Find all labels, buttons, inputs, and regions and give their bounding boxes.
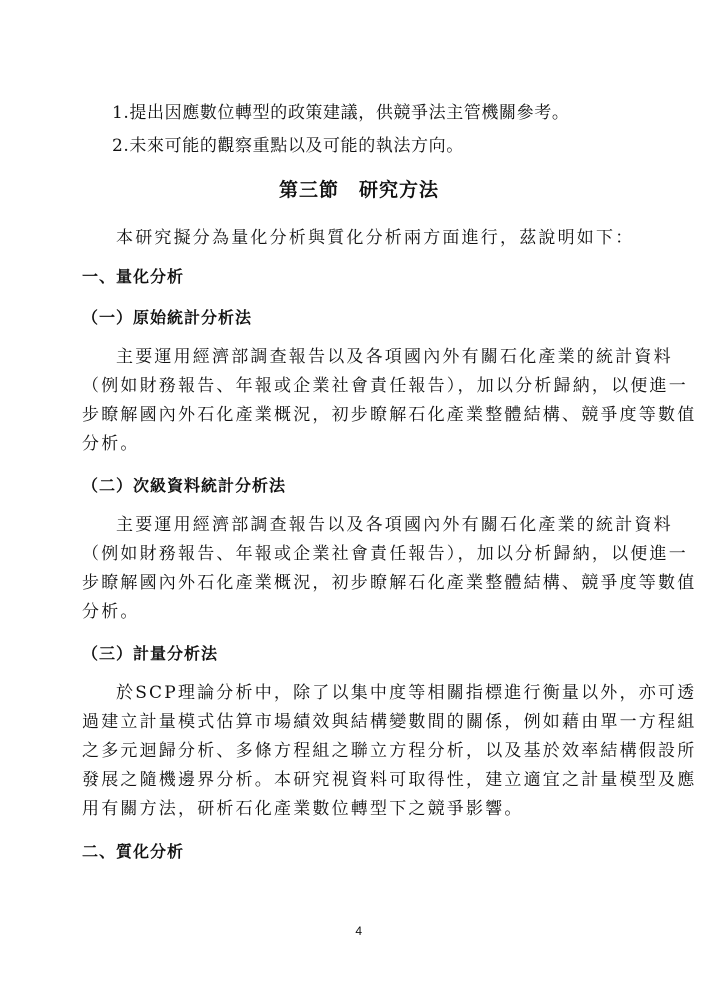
heading-qualitative-analysis: 二、質化分析 (82, 842, 185, 861)
page-number: 4 (355, 924, 363, 938)
heading-quantitative-analysis: 一、量化分析 (82, 267, 185, 286)
paragraph-line: 分析。 (82, 602, 140, 622)
paragraph-line: （例如財務報告、年報或企業社會責任報告），加以分析歸納，以便進一 (82, 376, 688, 396)
paragraph-line: 步瞭解國內外石化產業概況，初步瞭解石化產業整體結構、競爭度等數值 (82, 573, 697, 593)
paragraph-line: 步瞭解國內外石化產業概況，初步瞭解石化產業整體結構、競爭度等數值 (82, 405, 697, 425)
paragraph-line: 分析。 (82, 434, 140, 454)
paragraph-line: 發展之隨機邊界分析。本研究視資料可取得性，建立適宜之計量模型及應 (82, 770, 697, 790)
paragraph-line: 過建立計量模式估算市場績效與結構變數間的關係，例如藉由單一方程組 (82, 712, 697, 732)
subheading-raw-statistical-analysis: （一）原始統計分析法 (82, 308, 253, 327)
paragraph-line: 主要運用經濟部調查報告以及各項國內外有關石化產業的統計資料 (116, 515, 673, 535)
list-item-2: 2.未來可能的觀察重點以及可能的執法方向。 (112, 136, 464, 156)
intro-paragraph: 本研究擬分為量化分析與質化分析兩方面進行，茲說明如下： (116, 228, 635, 248)
paragraph-line: 用有關方法，研析石化產業數位轉型下之競爭影響。 (82, 799, 524, 819)
paragraph-line: 於SCP理論分析中，除了以集中度等相關指標進行衡量以外，亦可透 (116, 683, 697, 703)
paragraph-line: 之多元迴歸分析、多條方程組之聯立方程分析，以及基於效率結構假設所 (82, 741, 697, 761)
list-item-1: 1.提出因應數位轉型的政策建議，供競爭法主管機關參考。 (112, 103, 570, 123)
paragraph-line: 主要運用經濟部調查報告以及各項國內外有關石化產業的統計資料 (116, 347, 673, 367)
subheading-econometric-analysis: （三）計量分析法 (82, 644, 219, 663)
section-title: 第三節 研究方法 (278, 179, 439, 201)
paragraph-line: （例如財務報告、年報或企業社會責任報告），加以分析歸納，以便進一 (82, 544, 688, 564)
subheading-secondary-data-analysis: （二）次級資料統計分析法 (82, 476, 287, 495)
